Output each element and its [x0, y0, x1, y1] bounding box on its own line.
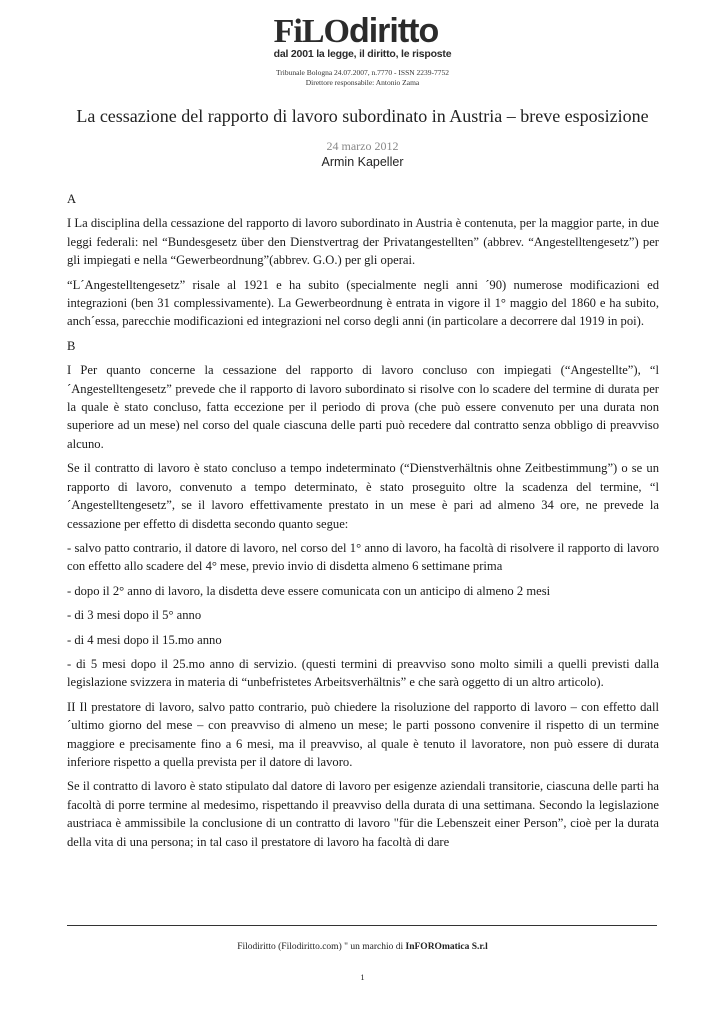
paragraph: “L´Angestelltengesetz” risale al 1921 e ha subito (specialmente negli anni ´90) numerose modificazioni ed integrazioni (ben 31 complessivamente). La Gewerbeordnung è entrata in vigore il 1° maggio del 1860 e ha subito, anch´essa, parecchie modificazioni ed integrazioni nel corso degli anni (in particolare a decorrere dal 1919 in poi). [67, 277, 659, 329]
paragraph: I Per quanto concerne la cessazione del rapporto di lavoro concluso con impiegati (“Angestellte”), “l´Angestelltengesetz” prevede che il rapporto di lavoro subordinato si risolve con lo scadere del termine di durata per la quale è stato concluso, fatta eccezione per il periodo di prova (che può essere convenuto per una durata non superiore ad un mese) nel corso del quale ciascuna delle parti può recedere dal contratto senza obbligo di preavviso alcuno. [67, 363, 659, 451]
paragraph: Se il contratto di lavoro è stato stipulato dal datore di lavoro per esigenze aziendali transitorie, ciascuna delle parti ha facoltà di porre termine al medesimo, rispettando il preavviso della durata di una settimana. Secondo la legislazione austriaca è ammissibile la conclusione di un contratto di lavoro "für die Lebenszeit einer Person”, cioè per la durata della vita di una persona; in tal caso il prestatore di lavoro ha facoltà di dare [67, 779, 659, 849]
article-date: 24 marzo 2012 [326, 139, 399, 153]
paragraph: II Il prestatore di lavoro, salvo patto contrario, può chiedere la risoluzione del rapporto di lavoro – con effetto dall´ultimo giorno del mese – con preavviso di almeno un mese; le parti possono convenire il rispetto di un termine maggiore e precisamente fino a 6 mesi, ma il preavviso, al quale è tenuto il lavoratore, non può essere di durata inferiore rispetto a quella prevista per il datore di lavoro. [67, 699, 659, 769]
list-item: - dopo il 2° anno di lavoro, la disdetta deve essere comunicata con un anticipo di almeno 2 mesi [67, 583, 551, 598]
list-item: - di 5 mesi dopo il 25.mo anno di servizio. (questi termini di preavviso sono molto simili a quelli previsti dalla legislazione svizzera in materia di “unbefristetes Arbeitsverhältnis” e che sarà oggetto di un altro articolo). [67, 656, 659, 690]
list-item: - di 3 mesi dopo il 5° anno [67, 608, 202, 623]
director-info: Direttore responsabile: Antonio Zama [305, 78, 420, 87]
article-body [67, 190, 659, 857]
paragraph: Se il contratto di lavoro è stato concluso a tempo indeterminato (“Dienstverhältnis ohne Zeitbestimmung”) o se un rapporto di lavoro, convenuto a tempo determinato, è stato proseguito oltre la scadenza del termine, “l´Angestelltengesetz”, se il lavoro effettivamente prestato in un mese è pari ad almeno 34 ore, ne prevede la cessazione per effetto di disdetta secondo quanto segue: [67, 461, 659, 531]
logo-wordmark: FiLOdiritto [273, 12, 439, 50]
page-number: 1 [360, 972, 365, 982]
footer-divider [67, 925, 657, 926]
filodiritto-logo[interactable] [274, 14, 452, 60]
paragraph: I La disciplina della cessazione del rapporto di lavoro subordinato in Austria è contenuta, per la maggior parte, in due leggi federali: nel “Bundesgesetz über den Dienstvertrag der Privatangestellten” (abbrev. “Angestelltengesetz”) per gli impiegati e nella “Gewerbeordnung”(abbrev. G.O.) per gli operai. [67, 216, 659, 268]
masthead [0, 14, 725, 88]
registration-info: Tribunale Bologna 24.07.2007, n.7770 - ISSN 2239-7752 [275, 68, 450, 77]
section-heading-b: B [67, 338, 76, 353]
article-author: Armin Kapeller [321, 155, 404, 169]
article-title: La cessazione del rapporto di lavoro subordinato in Austria – breve esposizione [76, 106, 649, 126]
footer-text: Filodiritto (Filodiritto.com) " un marchio di [237, 942, 406, 952]
footer [0, 942, 725, 952]
list-item: - salvo patto contrario, il datore di lavoro, nel corso del 1° anno di lavoro, ha facoltà di risolvere il rapporto di lavoro con effetto allo scadere del 4° mese, previo invio di disdetta almeno 6 settimane prima [67, 540, 659, 574]
logo-tagline: dal 2001 la legge, il diritto, le risposte [273, 48, 452, 60]
footer-brand: InFOROmatica S.r.l [405, 942, 488, 952]
section-heading-a: A [67, 192, 77, 206]
list-item: - di 4 mesi dopo il 15.mo anno [67, 632, 222, 647]
